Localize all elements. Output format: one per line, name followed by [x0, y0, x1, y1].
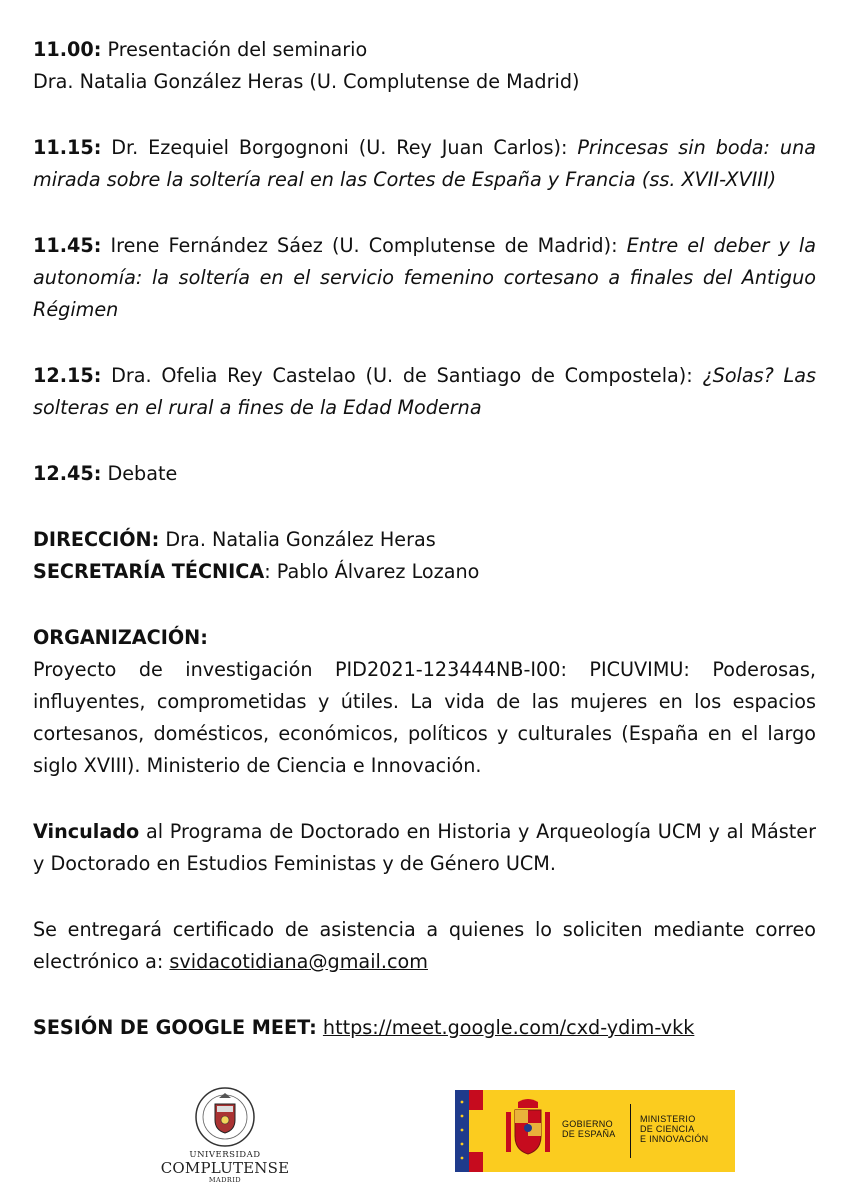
ucm-line1: UNIVERSIDAD	[189, 1150, 261, 1160]
program-item-1100	[33, 34, 816, 98]
time-label: 12.15:	[33, 364, 102, 387]
ucm-crest-icon	[189, 1086, 261, 1148]
linked-label: Vinculado	[33, 820, 140, 843]
min-line2: DE CIENCIA	[640, 1124, 695, 1134]
program-text: Debate	[101, 462, 178, 485]
ucm-line3: MADRID	[208, 1176, 242, 1184]
secretary-value: : Pablo Álvarez Lozano	[264, 560, 480, 583]
program-item-1145	[33, 230, 816, 326]
program-speaker: Dra. Ofelia Rey Castelao (U. de Santiago de Compostela):	[101, 364, 703, 387]
linked-text: al Programa de Doctorado en Historia y Arqueología UCM y al Máster y Doctorado en Estudios Feministas y de Género UCM.	[33, 820, 816, 875]
talk-title: ¿Solas? Las solteras en el rural a fines de la Edad Moderna	[33, 364, 816, 419]
ucm-line2: COMPLUTENSE	[160, 1159, 290, 1177]
ministry-text	[640, 1114, 708, 1144]
email-link[interactable]: svidacotidiana@gmail.com	[169, 950, 428, 973]
min-line3: E INNOVACIÓN	[640, 1134, 709, 1144]
government-logo	[455, 1090, 735, 1172]
organization-text: Proyecto de investigación PID2021-123444NB-I00: PICUVIMU: Poderosas, influyentes, comprometidas y útiles. La vida de las mujeres en los espacios cortesanos, domésticos, económicos, políticos y culturales (España en el largo siglo XVIII). Ministerio de Ciencia e Innovación.	[33, 658, 816, 777]
min-line1: MINISTERIO	[640, 1114, 696, 1124]
spain-coat-of-arms-icon	[503, 1098, 553, 1164]
time-label: 11.00:	[33, 38, 102, 61]
certificate-block	[33, 914, 816, 978]
time-label: 11.15:	[33, 136, 102, 159]
program-speaker: Dra. Natalia González Heras (U. Complutense de Madrid)	[33, 70, 580, 93]
eu-spain-flag-icon	[455, 1090, 483, 1172]
organization-block	[33, 622, 816, 782]
gov-divider	[630, 1104, 631, 1158]
linked-block	[33, 816, 816, 880]
program-item-1115	[33, 132, 816, 196]
meet-block	[33, 1012, 816, 1044]
gov-text	[562, 1119, 616, 1139]
gov-line1: GOBIERNO	[562, 1119, 613, 1129]
program-speaker: Irene Fernández Sáez (U. Complutense de Madrid):	[101, 234, 627, 257]
program-item-1245	[33, 458, 816, 490]
time-label: 12.45:	[33, 462, 102, 485]
program-item-1215	[33, 360, 816, 424]
program-text: Presentación del seminario	[101, 38, 368, 61]
ucm-logo	[160, 1086, 290, 1184]
meet-link[interactable]: https://meet.google.com/cxd-ydim-vkk	[322, 1016, 695, 1039]
credits	[33, 524, 816, 588]
logos-footer	[0, 1080, 848, 1200]
direction-label: DIRECCIÓN:	[33, 528, 160, 551]
talk-title: Entre el deber y la autonomía: la soltería en el servicio femenino cortesano a finales del Antiguo Régimen	[33, 234, 816, 321]
certificate-text: Se entregará certificado de asistencia a quienes lo soliciten mediante correo electrónico a:	[33, 918, 816, 973]
document-body	[33, 34, 816, 1044]
secretary-label: SECRETARÍA TÉCNICA	[33, 560, 265, 583]
direction-value: Dra. Natalia González Heras	[159, 528, 436, 551]
time-label: 11.45:	[33, 234, 102, 257]
gov-line2: DE ESPAÑA	[562, 1129, 616, 1139]
organization-label: ORGANIZACIÓN:	[33, 626, 208, 649]
program-speaker: Dr. Ezequiel Borgognoni (U. Rey Juan Carlos):	[101, 136, 578, 159]
talk-title: Princesas sin boda: una mirada sobre la soltería real en las Cortes de España y Francia (ss. XVII-XVIII)	[33, 136, 816, 191]
meet-label: SESIÓN DE GOOGLE MEET:	[33, 1016, 317, 1039]
